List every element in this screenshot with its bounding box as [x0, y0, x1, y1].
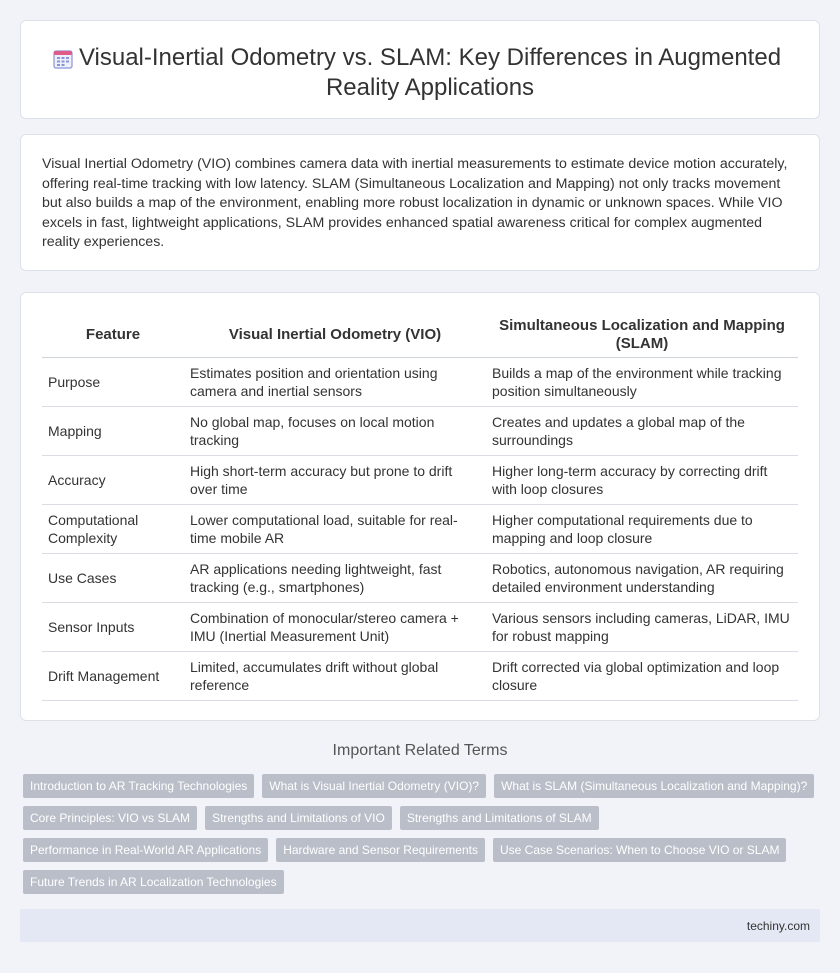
- table-row: [42, 602, 798, 651]
- related-term-tag[interactable]: Introduction to AR Tracking Technologies: [23, 774, 254, 798]
- related-terms-row: [23, 870, 823, 894]
- related-term-tag[interactable]: What is Visual Inertial Odometry (VIO)?: [262, 774, 486, 798]
- table-row: [42, 553, 798, 602]
- slam-cell: Higher computational requirements due to mapping and loop closure: [486, 504, 798, 553]
- feature-cell: Use Cases: [42, 553, 184, 602]
- slam-cell: Builds a map of the environment while tracking position simultaneously: [486, 357, 798, 406]
- related-term-tag[interactable]: Core Principles: VIO vs SLAM: [23, 806, 197, 830]
- related-term-tag[interactable]: Strengths and Limitations of SLAM: [400, 806, 599, 830]
- feature-cell: Sensor Inputs: [42, 602, 184, 651]
- header-vio: Visual Inertial Odometry (VIO): [184, 315, 486, 357]
- related-term-tag[interactable]: Hardware and Sensor Requirements: [276, 838, 485, 862]
- slam-cell: Higher long-term accuracy by correcting drift with loop closures: [486, 455, 798, 504]
- slam-cell: Robotics, autonomous navigation, AR requiring detailed environment understanding: [486, 553, 798, 602]
- vio-cell: AR applications needing lightweight, fast tracking (e.g., smartphones): [184, 553, 486, 602]
- comparison-table: [42, 315, 798, 701]
- table-row: [42, 406, 798, 455]
- table-row: [42, 504, 798, 553]
- comparison-table-card: [20, 292, 820, 721]
- header-slam: Simultaneous Localization and Mapping (SLAM): [486, 315, 798, 357]
- table-row: [42, 357, 798, 406]
- table-header-row: [42, 315, 798, 357]
- vio-cell: Lower computational load, suitable for real-time mobile AR: [184, 504, 486, 553]
- feature-cell: Purpose: [42, 357, 184, 406]
- page-title: Visual-Inertial Odometry vs. SLAM: Key Differences in Augmented Reality Applications: [78, 44, 782, 101]
- related-term-tag[interactable]: Performance in Real-World AR Applications: [23, 838, 268, 862]
- footer-site: techiny.com: [746, 919, 810, 933]
- slam-cell: Creates and updates a global map of the surroundings: [486, 406, 798, 455]
- vio-cell: Combination of monocular/stereo camera + IMU (Inertial Measurement Unit): [184, 602, 486, 651]
- vio-cell: No global map, focuses on local motion tracking: [184, 406, 486, 455]
- related-term-tag[interactable]: Future Trends in AR Localization Technologies: [23, 870, 284, 894]
- related-term-tag[interactable]: Strengths and Limitations of VIO: [205, 806, 392, 830]
- header-feature: Feature: [42, 315, 184, 357]
- vio-cell: Limited, accumulates drift without global reference: [184, 651, 486, 700]
- table-row: [42, 455, 798, 504]
- vio-cell: High short-term accuracy but prone to drift over time: [184, 455, 486, 504]
- related-terms-row: [23, 806, 823, 830]
- footer: [20, 909, 820, 942]
- header-card: [20, 20, 820, 119]
- slam-cell: Various sensors including cameras, LiDAR, IMU for robust mapping: [486, 602, 798, 651]
- vio-cell: Estimates position and orientation using camera and inertial sensors: [184, 357, 486, 406]
- related-terms-row: [23, 838, 823, 862]
- feature-cell: Mapping: [42, 406, 184, 455]
- table-row: [42, 651, 798, 700]
- feature-cell: Computational Complexity: [42, 504, 184, 553]
- related-terms-title: Important Related Terms: [332, 742, 508, 759]
- related-term-tag[interactable]: Use Case Scenarios: When to Choose VIO or SLAM: [493, 838, 786, 862]
- related-terms-list: [23, 774, 823, 902]
- intro-card: [20, 134, 820, 271]
- feature-cell: Drift Management: [42, 651, 184, 700]
- feature-cell: Accuracy: [42, 455, 184, 504]
- slam-cell: Drift corrected via global optimization and loop closure: [486, 651, 798, 700]
- related-terms-row: [23, 774, 823, 798]
- related-term-tag[interactable]: What is SLAM (Simultaneous Localization and Mapping)?: [494, 774, 814, 798]
- intro-paragraph: Visual Inertial Odometry (VIO) combines camera data with inertial measurements to estimate device motion accurately, offering real-time tracking with low latency. SLAM (Simultaneous Localization and Mapping) not only tracks movement but also builds a map of the environment, enabling more robust localization in dynamic or unknown spaces. While VIO excels in fast, lightweight applications, SLAM provides enhanced spatial awareness critical for complex augmented reality experiences.: [42, 156, 788, 250]
